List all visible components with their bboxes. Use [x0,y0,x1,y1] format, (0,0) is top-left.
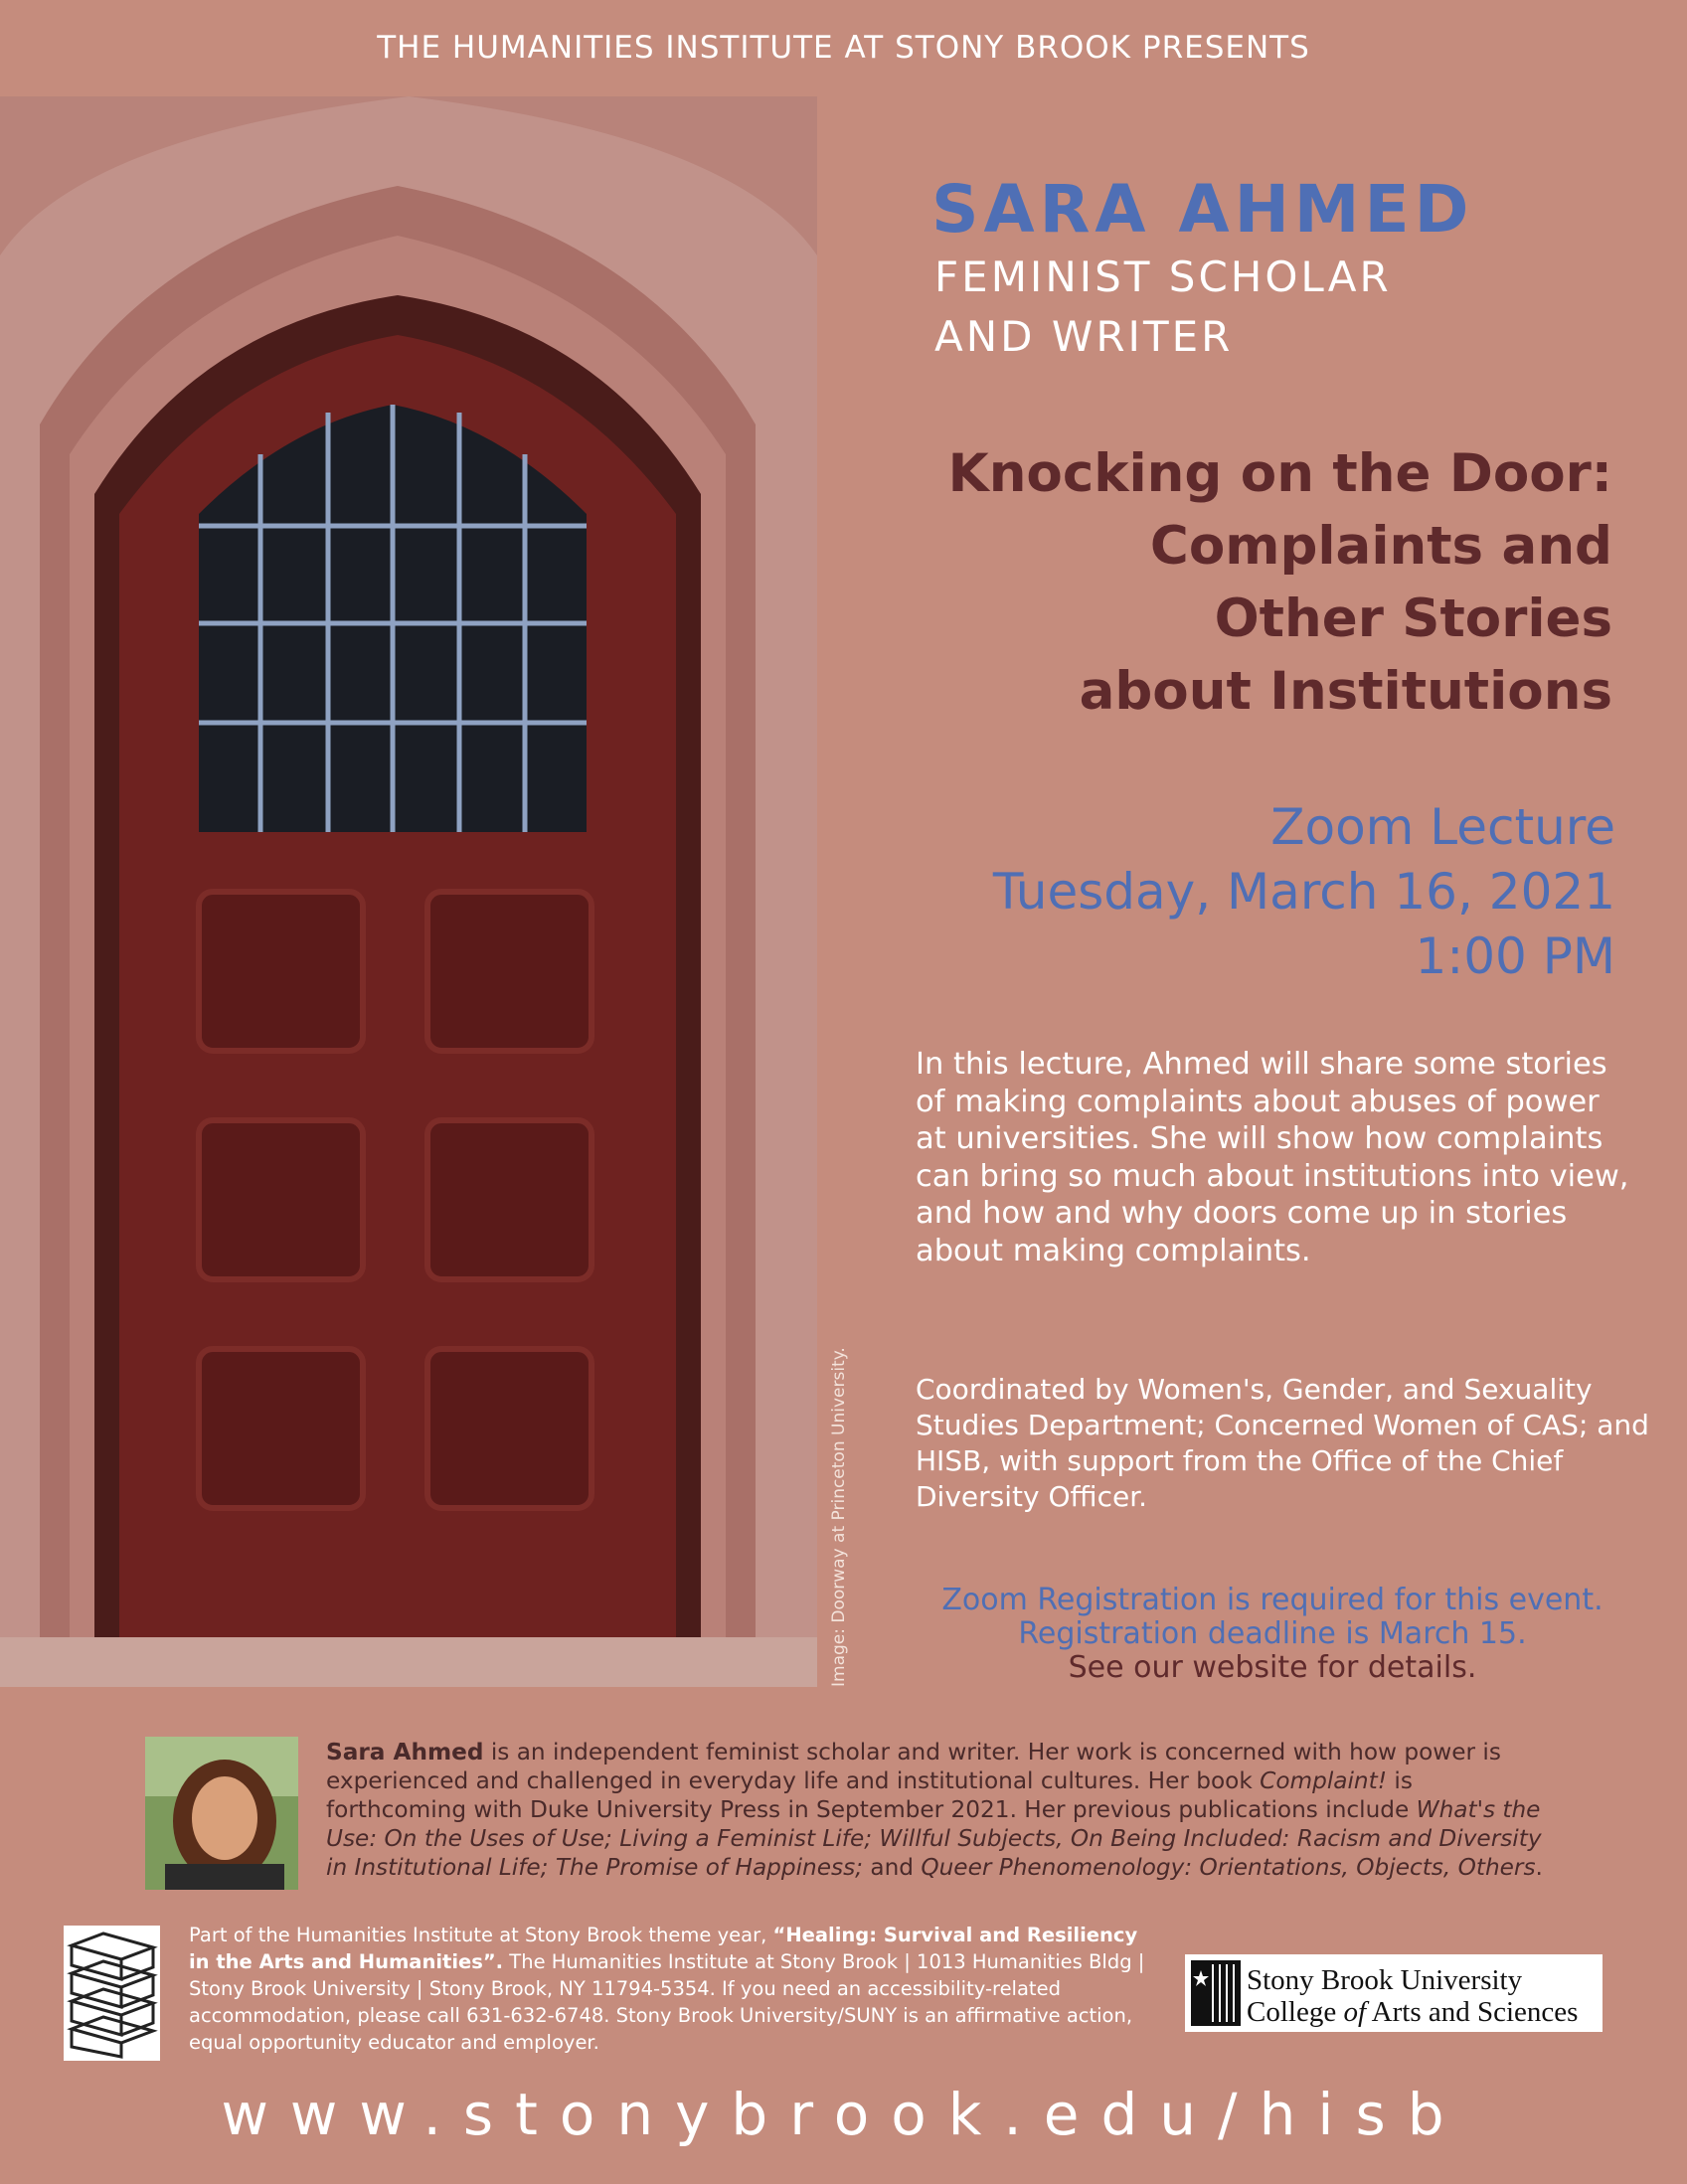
bio-publications: What's the Use: On the Uses of Use; Living a Feminist Life; Willful Subjects, On Being Included: Racism and Diversity in Institutional Life; The Promise of Happiness; [326,1796,1542,1881]
theme-year-title: “Healing: Survival and Resiliency in the Arts and Humanities”. [189,1924,1138,1973]
star-mark-icon [1191,1960,1241,2026]
bio-text-1: is an independent feminist scholar and writer. Her work is concerned with how power is experienced and challenged in everyday life and institutional cultures. Her book [326,1739,1501,1794]
website-url[interactable]: www.stonybrook.edu/hisb [221,2081,1466,2148]
footer-note-pre: Part of the Humanities Institute at Stony Brook theme year, [189,1924,773,1946]
speaker-bio [326,1738,1559,1882]
registration-line1: Zoom Registration is required for this event. [941,1583,1603,1617]
stony-brook-logo [1185,1954,1603,2032]
bio-end: . [1535,1854,1543,1881]
speaker-role-line1: FEMINIST SCHOLAR [934,252,1392,301]
title-line: about Institutions [1079,661,1612,722]
bio-text-2: is forthcoming with Duke University Press in September 2021. Her previous publications include [326,1767,1417,1823]
event-info [840,795,1615,989]
bio-last-publication: Queer Phenomenology: Orientations, Objects, Others [921,1854,1536,1881]
title-line: Knocking on the Door: [947,443,1612,504]
speaker-role [934,248,1392,367]
bio-book: Complaint! [1260,1767,1388,1794]
logo-university-name: Stony Brook University [1247,1964,1523,1996]
footer-note-post: The Humanities Institute at Stony Brook | 1013 Humanities Bldg | Stony Brook University | Stony Brook, NY 11794-5354. If you need an accessibility-related accommodation, please call 631-632-6748. Stony Brook University/SUNY is an affirmative action, equal opportunity educator and employer. [189,1950,1145,2054]
coordinated-by: Coordinated by Women's, Gender, and Sexuality Studies Department; Concerned Women of CAS; and HISB, with support from the Office of the Chief Diversity Officer. [916,1373,1649,1513]
theme-year-logo [64,1926,160,2061]
registration-line2: Registration deadline is March 15. [1018,1616,1527,1651]
registration-line3: See our website for details. [1068,1650,1477,1685]
footer-note [189,1922,1163,2056]
lecture-description: In this lecture, Ahmed will share some stories of making complaints about abuses of power at universities. She will show how complaints can bring so much about institutions into view, and how and why doors come up in stories about making complaints. [916,1047,1629,1268]
door-photo [0,96,817,1687]
event-format: Zoom Lecture [1270,798,1615,856]
speaker-portrait [145,1737,298,1890]
top-banner: THE HUMANITIES INSTITUTE AT STONY BROOK PRESENTS [377,30,1310,66]
registration-notice [875,1584,1670,1685]
bio-name: Sara Ahmed [326,1739,484,1765]
title-line: Complaints and [1149,516,1612,577]
event-date: Tuesday, March 16, 2021 [992,863,1615,921]
photo-credit: Image: Doorway at Princeton University. [829,1347,849,1687]
lecture-title [857,437,1612,728]
bio-text-3: and [862,1854,922,1881]
speaker-name: SARA AHMED [931,171,1474,248]
title-line: Other Stories [1214,588,1612,649]
speaker-role-line2: AND WRITER [934,312,1234,361]
event-time: 1:00 PM [1415,927,1615,985]
logo-college-name: College of Arts and Sciences [1247,1996,1579,2028]
